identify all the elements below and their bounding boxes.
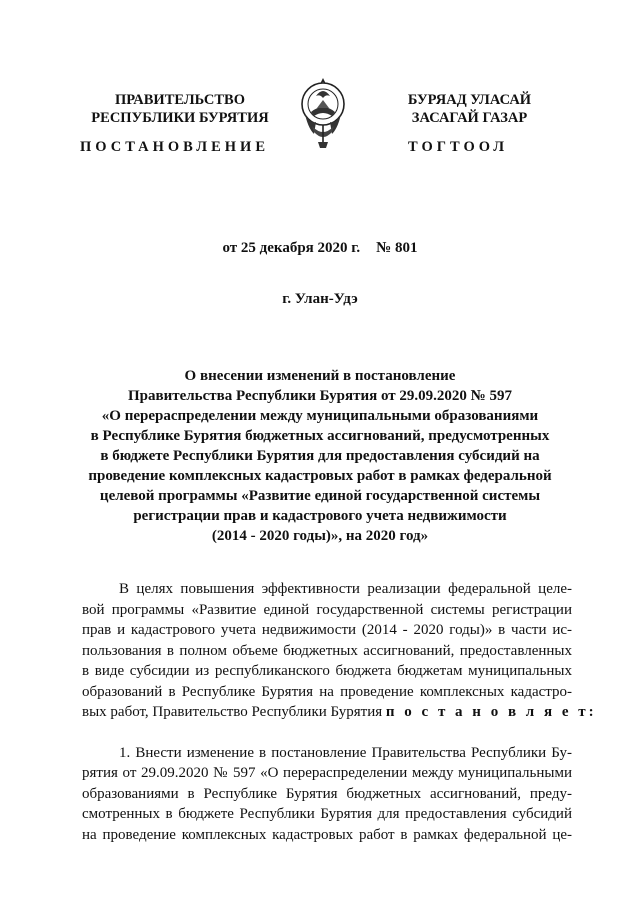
doc-type-bua: ТОГТООЛ [408,139,509,155]
title-line: в Республике Бурятия бюджетных ассигнований, предусмотренных [90,428,550,444]
title-line: целевой программы «Развитие единой государственной системы [99,488,541,504]
decree-operative-word: п о с т а н о в л я е т: [385,704,597,720]
body-line: смотренных в бюджете Республики Бурятия для предоставления субсидий [82,806,572,822]
decree-date-number [0,240,640,257]
coat-of-arms-emblem [296,72,350,152]
decree-number: № 801 [376,240,418,256]
body-line: В целях повышения эффективности реализации федеральной целе- [119,581,572,597]
clause-1-paragraph [82,743,572,846]
decree-date: от 25 декабря 2020 г. [222,240,361,256]
body-line: на проведение комплексных кадастровых работ в рамках федеральной це- [82,826,572,843]
title-line: в бюджете Республики Бурятия для предоставления субсидий на [100,448,540,464]
title-line: Правительства Республики Бурятия от 29.09.2020 № 597 [127,388,512,404]
decree-city: г. Улан-Удэ [282,291,358,307]
issuer-bua-line2: ЗАСАГАЙ ГАЗАР [411,110,528,126]
issuer-bua-line1: БУРЯАД УЛАСАЙ [407,92,532,108]
body-line: прав и кадастрового учета недвижимости (2014 - 2020 годы)» в части ис- [82,622,572,638]
body-line: образованиями в Республике Бурятия бюджетных ассигнований, преду- [82,785,572,802]
title-line: (2014 - 2020 годы)», на 2020 год» [211,528,429,544]
title-line: регистрации прав и кадастрового учета недвижимости [133,508,507,524]
decree-body [82,579,597,845]
issuer-ru-line1: ПРАВИТЕЛЬСТВО [115,92,245,108]
body-line: вых работ, Правительство Республики Бурятия [82,704,383,720]
body-line: образований в Республике Бурятия на проведение комплексных кадастро- [82,683,572,700]
doc-type-ru: ПОСТАНОВЛЕНИЕ [80,139,270,155]
title-line: «О перераспределении между муниципальными образованиями [101,408,539,424]
title-line: О внесении изменений в постановление [184,368,456,384]
body-line: вой программы «Развитие единой государственной системы регистрации [82,601,572,618]
decree-title [60,366,580,546]
body-line: в виде субсидии из республиканского бюджета бюджетам муниципальных [82,663,572,679]
preamble-paragraph [82,579,597,723]
issuer-ru [80,91,280,127]
title-line: проведение комплексных кадастровых работ в рамках федеральной [88,468,552,484]
issuer-bua [367,91,572,127]
body-line: пользования в полном объеме бюджетных ассигнований, предоставленных [82,642,572,659]
body-line: 1. Внести изменение в постановление Правительства Республики Бу- [119,744,572,761]
body-line-final [82,702,597,723]
body-line: рятия от 29.09.2020 № 597 «О перераспределении между муниципальными [82,765,572,781]
issuer-ru-line2: РЕСПУБЛИКИ БУРЯТИЯ [91,110,269,126]
